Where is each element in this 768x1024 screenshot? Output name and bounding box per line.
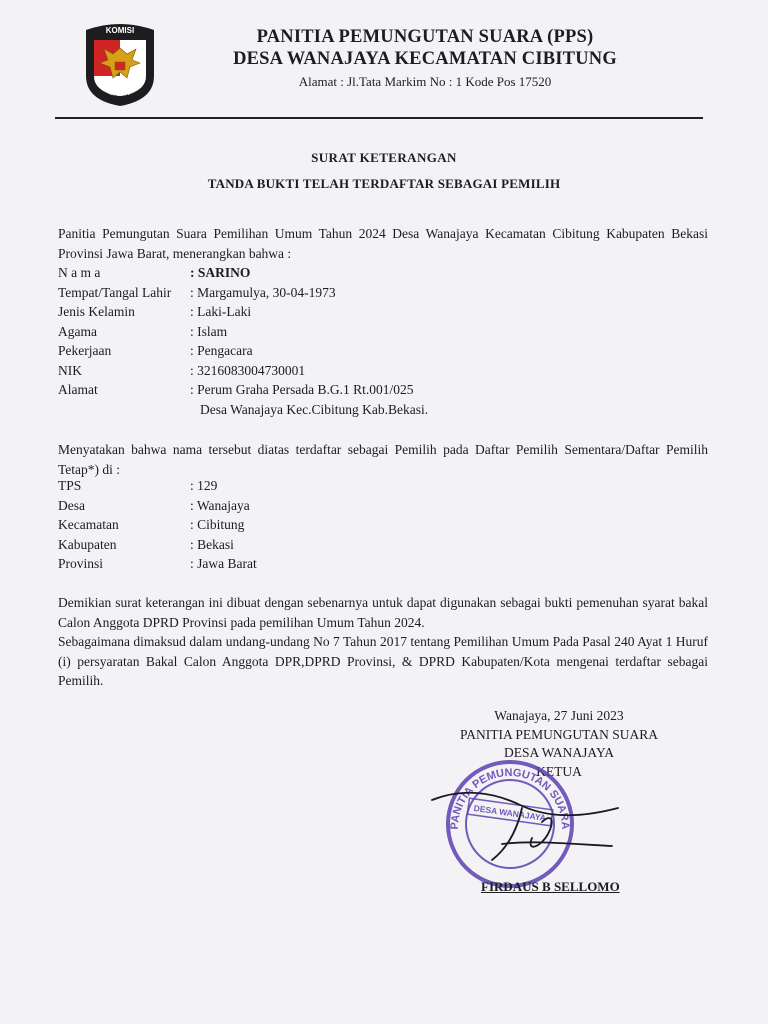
person-row-name	[58, 263, 428, 283]
person-row-nik	[58, 361, 428, 381]
location-row-tps	[58, 476, 257, 496]
person-row-address-cont	[58, 400, 428, 420]
person-value: : Perum Graha Persada B.G.1 Rt.001/025	[190, 382, 414, 397]
stamp-center-text: DESA WANAJAYA	[473, 802, 547, 824]
person-label: Pekerjaan	[58, 343, 112, 358]
person-row-birth	[58, 283, 428, 303]
closing-paragraph-2: Sebagaimana dimaksud dalam undang-undang No 7 Tahun 2017 tentang Pemilihan Umum Pada Pasal 240 Ayat 1 Huruf (i) persyaratan Bakal Calon Anggota DPR,DPRD Provinsi, & DPRD Kabupaten/Kota mengenai terdaftar sebagai Pemilih.	[58, 634, 708, 688]
person-details	[58, 263, 428, 419]
person-label: Jenis Kelamin	[58, 304, 135, 319]
logo-top-text: KOMISI	[105, 26, 135, 35]
location-label: Kecamatan	[58, 517, 119, 532]
header-divider	[55, 117, 703, 119]
person-value: : Pengacara	[190, 343, 253, 358]
location-value: : 129	[190, 478, 218, 493]
person-value: : Margamulya, 30-04-1973	[190, 284, 336, 300]
person-value: : Islam	[190, 323, 228, 339]
location-label: Desa	[58, 497, 85, 513]
stamp-ring-text: PANITIA PEMUNGUTAN SUARA	[448, 766, 572, 830]
document-title: SURAT KETERANGAN	[311, 150, 457, 165]
location-details	[58, 476, 257, 574]
place-date: Wanajaya, 27 Juni 2023	[494, 708, 624, 723]
letterhead	[190, 26, 660, 92]
location-label: TPS	[58, 478, 82, 493]
person-value: : SARINO	[190, 265, 251, 280]
person-row-religion	[58, 322, 428, 342]
location-label: Kabupaten	[58, 536, 117, 552]
location-value: : Wanajaya	[190, 497, 250, 513]
letterhead-line2: DESA WANAJAYA KECAMATAN CIBITUNG	[233, 49, 617, 69]
person-label: Tempat/Tangal Lahir	[58, 284, 172, 300]
location-value: : Jawa Barat	[190, 556, 257, 571]
document-subtitle: TANDA BUKTI TELAH TERDAFTAR SEBAGAI PEMILIH	[207, 176, 561, 191]
location-row-kecamatan	[58, 515, 257, 535]
address-continuation: Desa Wanajaya Kec.Cibitung Kab.Bekasi.	[200, 401, 429, 417]
intro-paragraph: Panitia Pemungutan Suara Pemilihan Umum Tahun 2024 Desa Wanajaya Kecamatan Cibitung Kabupaten Bekasi Provinsi Jawa Barat, menerangkan bahwa :	[58, 226, 708, 261]
closing-paragraph-1: Demikian surat keterangan ini dibuat dengan sebenarnya untuk dapat digunakan sebagai bukti pemenuhan syarat bakal Calon Anggota DPRD Provinsi pada pemilihan Umum Tahun 2024.	[58, 595, 708, 630]
signature-role: KETUA	[536, 763, 582, 779]
signer-name: FIRDAUS B SELLOMO	[481, 879, 620, 894]
logo-bottom-text: PEMILIHAN UMUM	[96, 83, 144, 99]
kpu-logo	[80, 18, 160, 108]
location-row-desa	[58, 496, 257, 516]
person-label: Agama	[58, 323, 97, 339]
statement-paragraph: Menyatakan bahwa nama tersebut diatas terdaftar sebagai Pemilih pada Daftar Pemilih Sementara/Daftar Pemilih Tetap*) di :	[58, 442, 708, 477]
official-stamp	[422, 748, 622, 888]
location-label: Provinsi	[58, 556, 104, 571]
person-label: N a m a	[58, 265, 101, 280]
signature-org1: PANITIA PEMUNGUTAN SUARA	[460, 726, 658, 742]
person-row-occupation	[58, 341, 428, 361]
location-row-provinsi	[58, 554, 257, 574]
location-value: : Cibitung	[190, 517, 245, 532]
person-row-gender	[58, 302, 428, 322]
letterhead-address: Alamat : Jl.Tata Markim No : 1 Kode Pos 17520	[298, 74, 552, 89]
person-label: Alamat	[58, 382, 98, 397]
person-value: : 3216083004730001	[190, 362, 306, 378]
person-row-address	[58, 380, 428, 400]
person-label: NIK	[58, 362, 82, 378]
location-value: : Bekasi	[190, 536, 234, 552]
person-value: : Laki-Laki	[190, 304, 252, 319]
signature-org2: DESA WANAJAYA	[504, 745, 614, 760]
letterhead-line1: PANITIA PEMUNGUTAN SUARA (PPS)	[256, 27, 594, 47]
location-row-kabupaten	[58, 535, 257, 555]
